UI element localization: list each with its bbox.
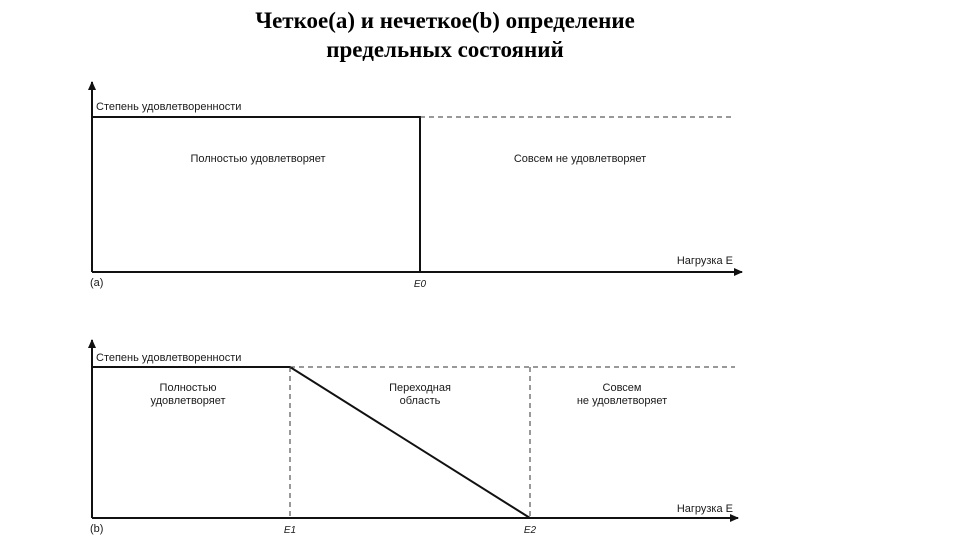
panel-b-region-not-satisfies-line-2: не удовлетворяет <box>576 395 668 407</box>
panel-b-fuzzy-curve <box>92 367 530 518</box>
panel-b-tag: (b) <box>90 523 104 535</box>
panel-b <box>90 340 738 536</box>
panel-b-tick-e2: E2 <box>523 525 537 536</box>
panel-a-x-axis-label: Нагрузка E <box>676 255 733 267</box>
panel-b-tick-e1: E1 <box>283 525 297 536</box>
panel-a-y-axis-label: Степень удовлетворенности <box>96 101 242 113</box>
panel-b-region-satisfies-line-2: удовлетворяет <box>150 395 226 407</box>
title-line-2: предельных состояний <box>326 37 564 62</box>
panel-b-x-axis-label: Нагрузка E <box>676 503 733 515</box>
panel-b-y-axis-label: Степень удовлетворенности <box>96 352 242 364</box>
panel-a-tick-e0: E0 <box>413 279 427 290</box>
panel-b-region-transition-line-1: Переходная <box>389 382 451 394</box>
panel-a <box>90 82 742 290</box>
panel-b-region-not-satisfies-line-1: Совсем <box>602 382 642 394</box>
panel-a-tag: (a) <box>90 277 104 289</box>
title-line-1: Четкое(a) и нечеткое(b) определение <box>255 8 635 33</box>
panel-a-region-not-satisfies: Совсем не удовлетворяет <box>513 153 647 165</box>
panel-a-crisp-curve <box>92 117 420 272</box>
panel-a-region-satisfies: Полностью удовлетворяет <box>190 153 326 165</box>
panel-b-region-satisfies-line-1: Полностью <box>159 382 217 394</box>
panel-b-region-transition-line-2: область <box>399 395 441 407</box>
